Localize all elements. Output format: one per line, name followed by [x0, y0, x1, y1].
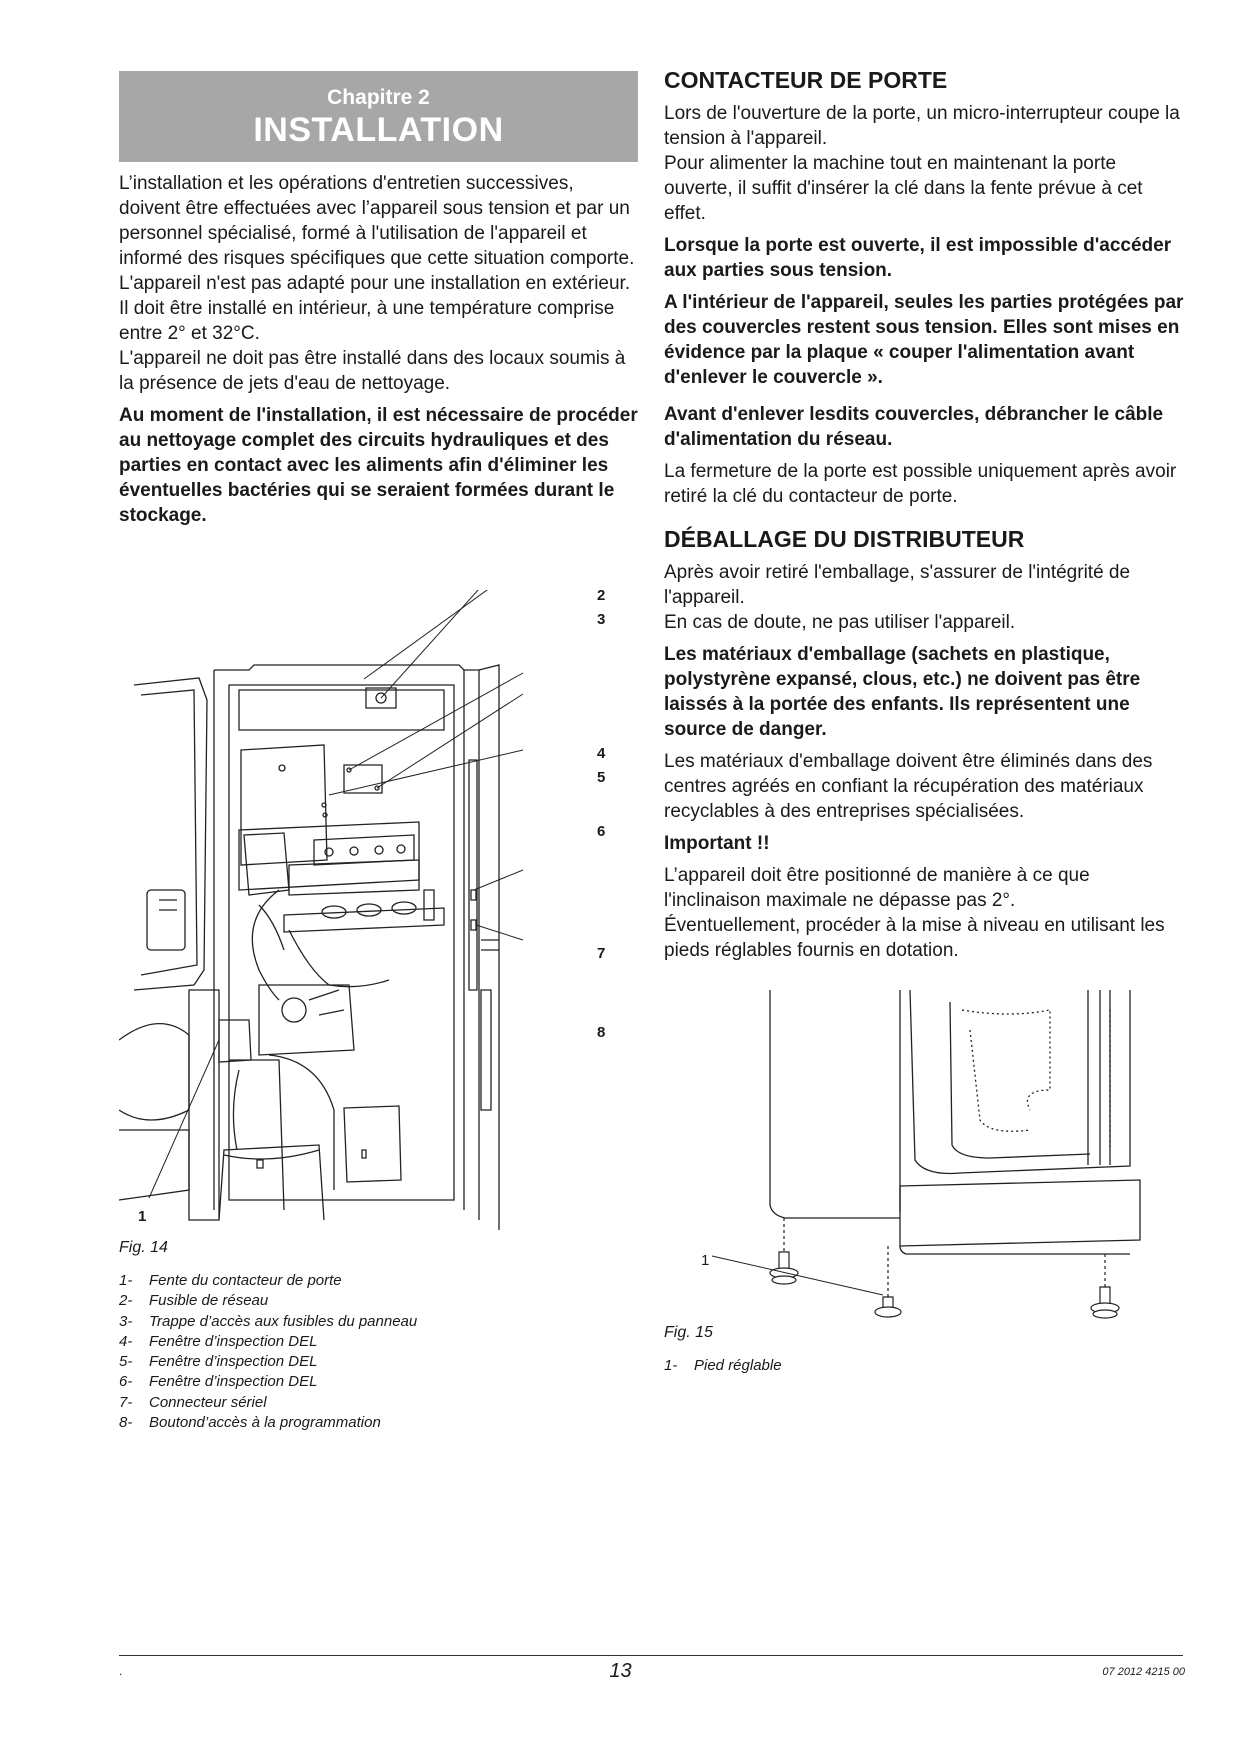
chapter-header [119, 71, 638, 162]
document-code: 07 2012 4215 00 [1102, 1666, 1185, 1678]
door-switch-warning-2: A l'intérieur de l'appareil, seules les parties protégées par des couvercles restent sous tension. Elles sont mises en évidence par la plaque « couper l'alimentation avant d'enlever le couvercle ». [664, 292, 1184, 388]
fig15-caption: Fig. 15 [664, 1324, 713, 1341]
door-switch-p1: Lors de l'ouverture de la porte, un micro-interrupteur coupe la tension à l'appareil. [664, 103, 1180, 149]
legend-item: 3- Trappe d’accès aux fusibles du panneau [119, 1312, 418, 1330]
fig15-illustration [690, 990, 1160, 1320]
right-column-text [664, 66, 1186, 963]
door-switch-p2: Pour alimenter la machine tout en maintenant la porte ouverte, il suffit d'insérer la clé dans la fente prévue à cet effet. [664, 153, 1143, 224]
unpacking-p1: Après avoir retiré l'emballage, s'assurer de l'intégrité de l'appareil. [664, 562, 1131, 608]
legend-item: 2- Fusible de réseau [119, 1292, 269, 1310]
legend-item: 6- Fenêtre d’inspection DEL [119, 1373, 318, 1391]
fig14-callout-8: 8 [597, 1024, 606, 1041]
legend-item: 1- Pied réglable [664, 1357, 782, 1374]
unpacking-warning: Les matériaux d'emballage (sachets en plastique, polystyrène expansé, clous, etc.) ne doivent pas être laissés à la portée des enfants. Ils représentent une source de danger. [664, 644, 1141, 740]
door-switch-warning-3: Avant d'enlever lesdits couvercles, débrancher le câble d'alimentation du réseau. [664, 404, 1164, 450]
fig14-legend [119, 1271, 579, 1433]
intro-paragraph-3: L'appareil ne doit pas être installé dans des locaux soumis à la présence de jets d'eau de nettoyage. [119, 348, 626, 394]
fig14-callout-4: 4 [597, 745, 606, 762]
fig14-callout-2: 2 [597, 587, 606, 604]
door-switch-warning-1: Lorsque la porte est ouverte, il est impossible d'accéder aux parties sous tension. [664, 235, 1172, 281]
fig14-callout-6: 6 [597, 823, 606, 840]
legend-item: 4- Fenêtre d’inspection DEL [119, 1332, 318, 1350]
unpacking-p2: En cas de doute, ne pas utiliser l'appareil. [664, 612, 1016, 633]
chapter-label: Chapitre 2 [327, 86, 430, 109]
unpacking-p4: L’appareil doit être positionné de manière à ce que l'inclinaison maximale ne dépasse pas 2°. [664, 865, 1090, 911]
fig15-legend [664, 1356, 1064, 1376]
important-label: Important !! [664, 833, 770, 854]
intro-paragraph-2: L'appareil n'est pas adapté pour une installation en extérieur. Il doit être installé en intérieur, à une température comprise entre 2° et 32°C. [119, 273, 631, 344]
fig14-callout-7: 7 [597, 945, 606, 962]
door-switch-heading: CONTACTEUR DE PORTE [664, 67, 948, 93]
unpacking-heading: DÉBALLAGE DU DISTRIBUTEUR [664, 526, 1025, 552]
left-column-text [119, 171, 639, 528]
unpacking-p3: Les matériaux d'emballage doivent être éliminés dans des centres agréés en confiant la récupération des matériaux recyclables à des entreprises spécialisées. [664, 751, 1153, 822]
page-number: 13 [609, 1660, 632, 1682]
intro-paragraph-1: L’installation et les opérations d'entretien successives, doivent être effectuées avec l’appareil sous tension et par un personnel spécialisé, formé à l'utilisation de l'appareil et informé des risques spécifiques que cette situation comporte. [119, 173, 635, 269]
cleaning-warning: Au moment de l'installation, il est nécessaire de procéder au nettoyage complet des circuits hydrauliques et des parties en contact avec les aliments afin d'éliminer les éventuelles bactéries qui se seraient formées durant le stockage. [119, 405, 638, 526]
fig14-illustration [119, 590, 629, 1230]
fig14-callout-1: 1 [138, 1208, 147, 1225]
legend-item: 7- Connecteur sériel [119, 1393, 267, 1411]
fig14-callout-3: 3 [597, 611, 606, 628]
fig14-callout-5: 5 [597, 769, 606, 786]
legend-item: 1- Fente du contacteur de porte [119, 1272, 342, 1289]
door-switch-p3: La fermeture de la porte est possible uniquement après avoir retiré la clé du contacteur de porte. [664, 461, 1177, 507]
footer-divider [119, 1655, 1183, 1656]
legend-item: 5- Fenêtre d’inspection DEL [119, 1353, 318, 1371]
unpacking-p5: Éventuellement, procéder à la mise à niveau en utilisant les pieds réglables fournis en dotation. [664, 915, 1165, 961]
fig15-callout-1: 1 [701, 1252, 710, 1269]
footer-dot: . [119, 1664, 123, 1678]
legend-item: 8- Boutond’accès à la programmation [119, 1414, 381, 1432]
chapter-title: INSTALLATION [253, 111, 504, 149]
fig14-caption: Fig. 14 [119, 1239, 168, 1256]
